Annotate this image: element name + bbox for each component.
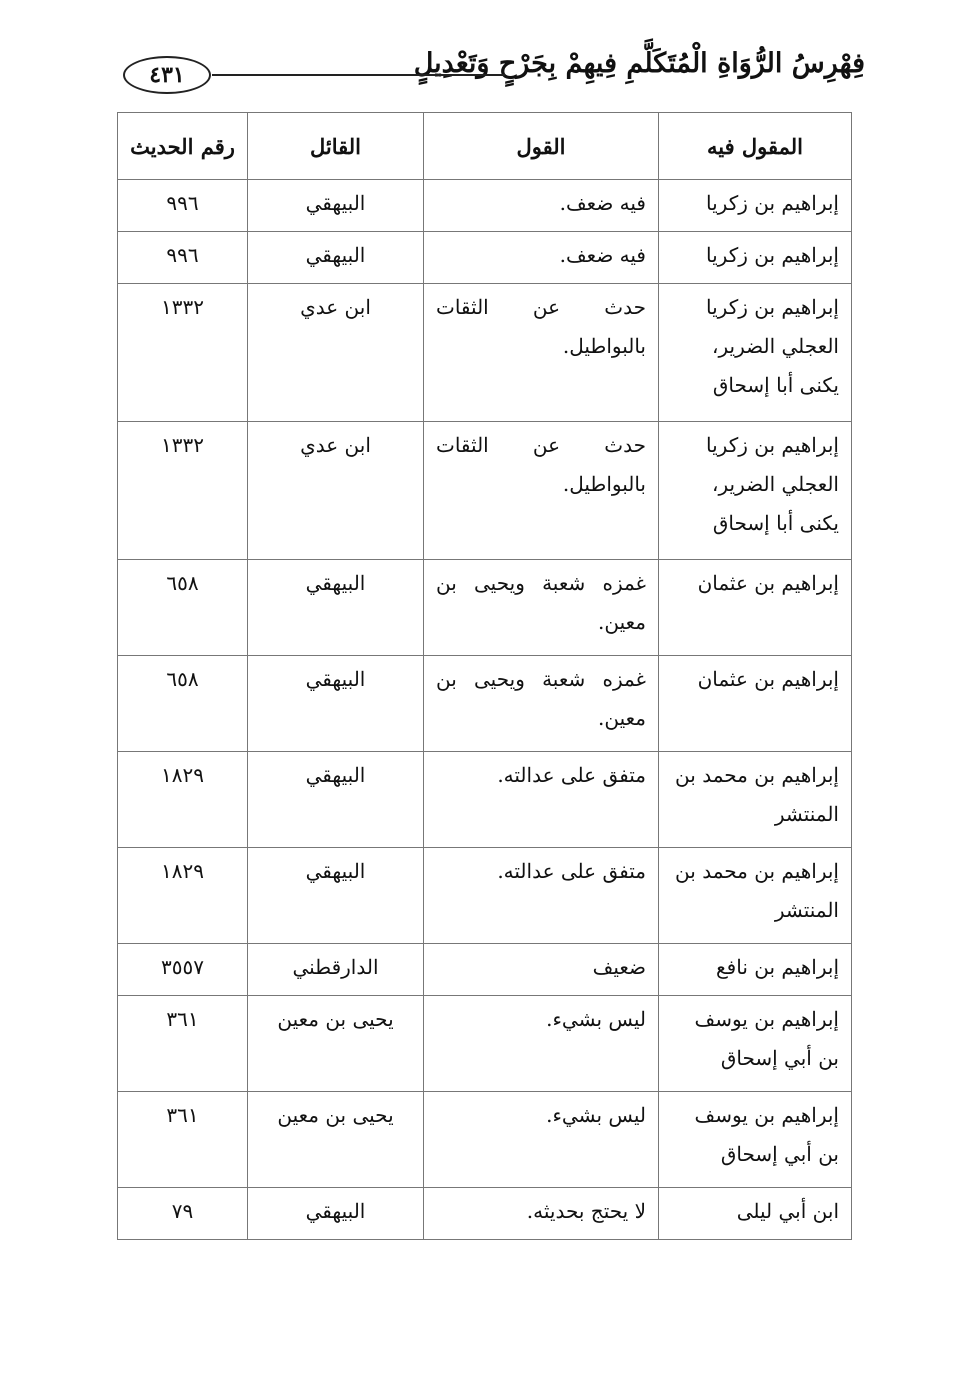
cell-hadith-number: ١٨٢٩ — [118, 848, 248, 944]
cell-saying: غمزه شعبة ويحيى بن معين. — [424, 656, 659, 752]
table-row — [118, 560, 852, 656]
cell-hadith-number: ٩٩٦ — [118, 180, 248, 232]
cell-subject: إبراهيم بن عثمان — [659, 656, 852, 752]
cell-sayer: ابن عدي — [248, 422, 424, 560]
table-row — [118, 944, 852, 996]
cell-hadith-number: ٦٥٨ — [118, 656, 248, 752]
cell-sayer: البيهقي — [248, 560, 424, 656]
cell-hadith-number: ٣٦١ — [118, 1092, 248, 1188]
cell-saying: متفق على عدالته. — [424, 848, 659, 944]
header-rule — [212, 74, 505, 76]
cell-sayer: يحيى بن معين — [248, 1092, 424, 1188]
table-row — [118, 1092, 852, 1188]
page-number-badge — [123, 56, 211, 94]
cell-sayer: ابن عدي — [248, 284, 424, 422]
cell-subject: إبراهيم بن زكريا — [659, 180, 852, 232]
cell-sayer: البيهقي — [248, 1188, 424, 1240]
cell-subject: إبراهيم بن زكريا العجلي الضرير، يكنى أبا إسحاق — [659, 422, 852, 560]
cell-saying: حدث عن الثقات بالبواطيل. — [424, 422, 659, 560]
cell-hadith-number: ١٣٣٢ — [118, 284, 248, 422]
cell-subject: إبراهيم بن زكريا العجلي الضرير، يكنى أبا إسحاق — [659, 284, 852, 422]
page-number: ٤٣١ — [149, 62, 185, 88]
cell-sayer: البيهقي — [248, 656, 424, 752]
cell-saying: ليس بشيء. — [424, 1092, 659, 1188]
cell-saying: غمزه شعبة ويحيى بن معين. — [424, 560, 659, 656]
cell-saying: لا يحتج بحديثه. — [424, 1188, 659, 1240]
cell-subject: إبراهيم بن محمد بن المنتشر — [659, 752, 852, 848]
narrators-index-table — [117, 112, 852, 1240]
cell-hadith-number: ٣٦١ — [118, 996, 248, 1092]
cell-saying: حدث عن الثقات بالبواطيل. — [424, 284, 659, 422]
column-header-sayer: القائل — [248, 113, 424, 180]
column-header-subject: المقول فيه — [659, 113, 852, 180]
table-header-row — [118, 113, 852, 180]
column-header-hadith-number: رقم الحديث — [118, 113, 248, 180]
page-header — [115, 40, 865, 100]
cell-hadith-number: ٧٩ — [118, 1188, 248, 1240]
cell-saying: فيه ضعف. — [424, 232, 659, 284]
table-row — [118, 656, 852, 752]
table-row — [118, 996, 852, 1092]
cell-hadith-number: ١٨٢٩ — [118, 752, 248, 848]
table-row — [118, 284, 852, 422]
cell-saying: ليس بشيء. — [424, 996, 659, 1092]
table-row — [118, 422, 852, 560]
cell-subject: ابن أبي ليلى — [659, 1188, 852, 1240]
cell-sayer: البيهقي — [248, 180, 424, 232]
cell-sayer: البيهقي — [248, 232, 424, 284]
table-row — [118, 232, 852, 284]
table-row — [118, 752, 852, 848]
cell-saying: فيه ضعف. — [424, 180, 659, 232]
cell-hadith-number: ١٣٣٢ — [118, 422, 248, 560]
cell-sayer: يحيى بن معين — [248, 996, 424, 1092]
running-title: فِهْرِسُ الرُّوَاةِ الْمُتَكَلَّمِ فِيهِمْ بِجَرْحٍ وَتَعْدِيلٍ — [413, 48, 865, 79]
cell-hadith-number: ٦٥٨ — [118, 560, 248, 656]
table-row — [118, 848, 852, 944]
column-header-saying: القول — [424, 113, 659, 180]
cell-hadith-number: ٩٩٦ — [118, 232, 248, 284]
cell-subject: إبراهيم بن يوسف بن أبي إسحاق — [659, 996, 852, 1092]
cell-saying: متفق على عدالته. — [424, 752, 659, 848]
cell-subject: إبراهيم بن نافع — [659, 944, 852, 996]
cell-subject: إبراهيم بن زكريا — [659, 232, 852, 284]
table-row — [118, 180, 852, 232]
cell-subject: إبراهيم بن عثمان — [659, 560, 852, 656]
cell-sayer: الدارقطني — [248, 944, 424, 996]
cell-sayer: البيهقي — [248, 752, 424, 848]
table-row — [118, 1188, 852, 1240]
cell-saying: ضعيف — [424, 944, 659, 996]
cell-sayer: البيهقي — [248, 848, 424, 944]
cell-subject: إبراهيم بن يوسف بن أبي إسحاق — [659, 1092, 852, 1188]
cell-subject: إبراهيم بن محمد بن المنتشر — [659, 848, 852, 944]
table-body — [118, 180, 852, 1240]
cell-hadith-number: ٣٥٥٧ — [118, 944, 248, 996]
